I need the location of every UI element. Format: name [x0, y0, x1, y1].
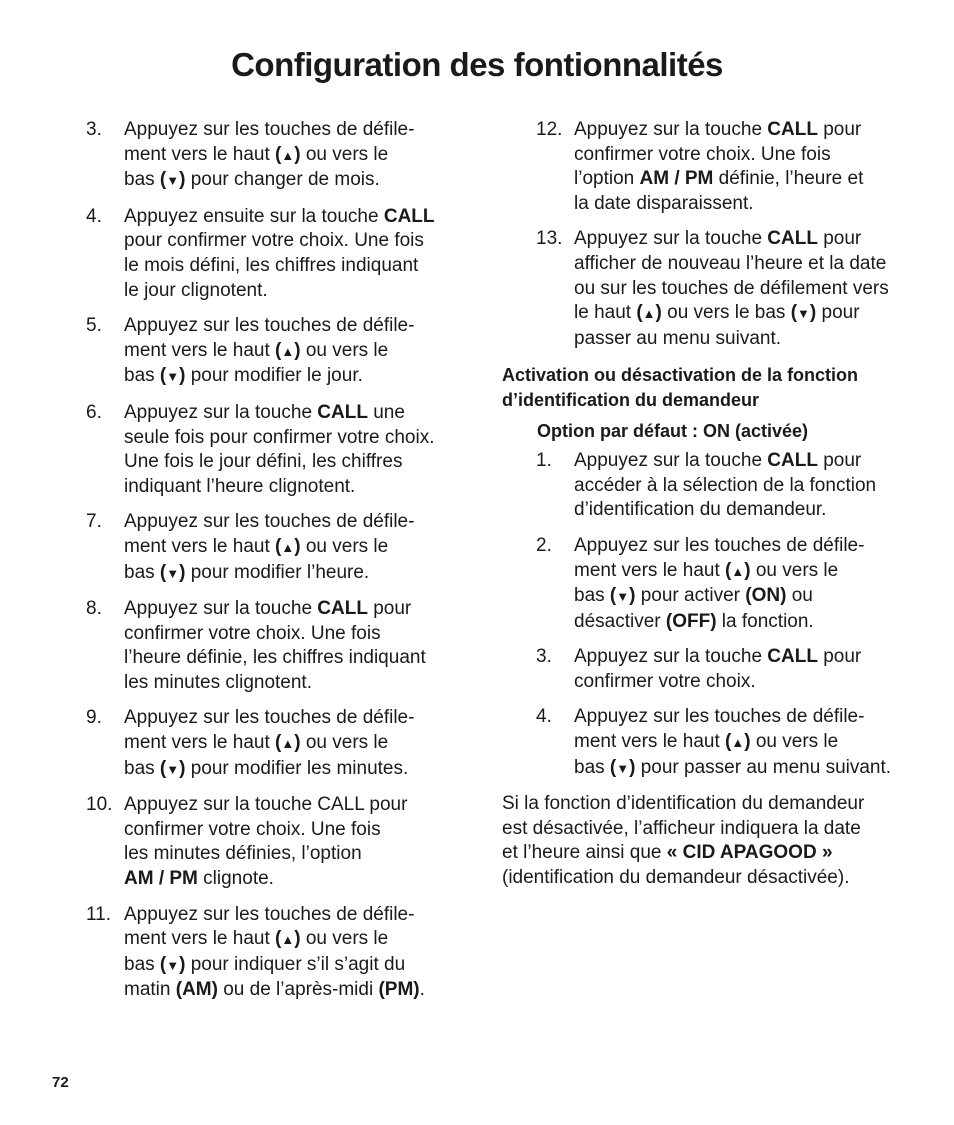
step-text: Appuyez sur la touche CALL pour confirmer votre choix. Une fois les minutes définies, l’option AM / PM clignote.: [124, 794, 408, 890]
right-column: [502, 118, 922, 891]
step-number: 5.: [86, 315, 102, 337]
step-text: Appuyez sur les touches de défile- ment vers le haut (▲) ou vers le bas (▼) pour modifier le jour.: [124, 315, 415, 387]
step-text: Appuyez sur la touche CALL pour confirmer votre choix. Une fois l’heure définie, les chiffres indiquant les minutes clignotent.: [124, 598, 426, 693]
left-step-item: [86, 793, 466, 891]
step-number: 4.: [86, 205, 102, 227]
step-text: Appuyez sur les touches de défile- ment vers le haut (▲) ou vers le bas (▼) pour passer au menu suivant.: [574, 706, 892, 778]
left-step-item: [86, 510, 466, 586]
step-text: Appuyez sur la touche CALL pour afficher de nouveau l’heure et la date ou sur les touches de défilement vers le haut (▲) ou vers le bas (▼) pour passer au menu suivant.: [574, 228, 889, 349]
right-step-item: [502, 227, 922, 351]
step-text: Appuyez sur la touche CALL pour confirmer votre choix. Une fois l’option AM / PM définie, l’heure et la date disparaissent.: [574, 119, 864, 214]
step-text: Appuyez sur les touches de défile- ment vers le haut (▲) ou vers le bas (▼) pour modifier l’heure.: [124, 511, 415, 583]
step-number: 3.: [86, 119, 102, 140]
left-step-item: [86, 118, 466, 194]
step-number: 13.: [536, 228, 563, 250]
step-text: Appuyez sur les touches de défile- ment vers le haut (▲) ou vers le bas (▼) pour activer (ON) ou désactiver (OFF) la fonction.: [574, 534, 865, 632]
step-number: 9.: [86, 707, 102, 729]
caller-id-step-item: [502, 705, 922, 781]
caller-id-step-item: [502, 645, 922, 694]
left-step-item: [86, 597, 466, 695]
left-step-item: [86, 706, 466, 782]
step-number: 1.: [536, 450, 552, 472]
left-step-item: [86, 401, 466, 499]
caller-id-step-item: [502, 534, 922, 634]
caller-id-note: Si la fonction d’identification du demandeur est désactivée, l’afficheur indiquera la date et l’heure ainsi que « CID APAGOOD » (identification du demandeur désactivée).: [502, 793, 865, 889]
caller-id-steps-list: [502, 449, 922, 781]
section-heading: Activation ou désactivation de la fonction d’identification du demandeur: [502, 365, 859, 410]
left-steps-list: [86, 118, 466, 1003]
step-text: Appuyez sur la touche CALL une seule fois pour confirmer votre choix. Une fois le jour défini, les chiffres indiquant l’heure clignotent.: [124, 401, 435, 497]
step-number: 12.: [536, 119, 563, 140]
step-number: 8.: [86, 598, 102, 620]
left-step-item: [86, 903, 466, 1003]
step-text: Appuyez sur la touche CALL pour confirmer votre choix.: [574, 646, 862, 692]
right-step-item: [502, 118, 922, 216]
step-number: 10.: [86, 794, 113, 816]
step-text: Appuyez sur les touches de défile- ment vers le haut (▲) ou vers le bas (▼) pour indiquer s’il s’agit du matin (AM) ou de l’après-midi (PM).: [124, 903, 425, 1001]
step-number: 4.: [536, 706, 552, 728]
option-default: Option par défaut : ON (activée): [537, 420, 809, 441]
caller-id-step-item: [502, 449, 922, 523]
step-text: Appuyez sur la touche CALL pour accéder à la sélection de la fonction d’identification du demandeur.: [574, 450, 877, 521]
step-number: 3.: [536, 646, 552, 668]
step-text: Appuyez sur les touches de défile- ment vers le haut (▲) ou vers le bas (▼) pour changer de mois.: [124, 119, 415, 191]
page-title: Configuration des fontionnalités: [231, 46, 723, 83]
step-number: 2.: [536, 534, 552, 556]
step-number: 6.: [86, 401, 102, 423]
step-number: 11.: [86, 903, 112, 925]
step-text: Appuyez ensuite sur la touche CALL pour confirmer votre choix. Une fois le mois défini, les chiffres indiquant le jour clignotent.: [124, 205, 435, 301]
left-column: [86, 118, 466, 1014]
right-steps-list: [502, 118, 922, 351]
page-number: 72: [52, 1074, 69, 1091]
left-step-item: [86, 205, 466, 303]
step-text: Appuyez sur les touches de défile- ment vers le haut (▲) ou vers le bas (▼) pour modifier les minutes.: [124, 707, 415, 779]
left-step-item: [86, 314, 466, 390]
step-number: 7.: [86, 511, 102, 533]
